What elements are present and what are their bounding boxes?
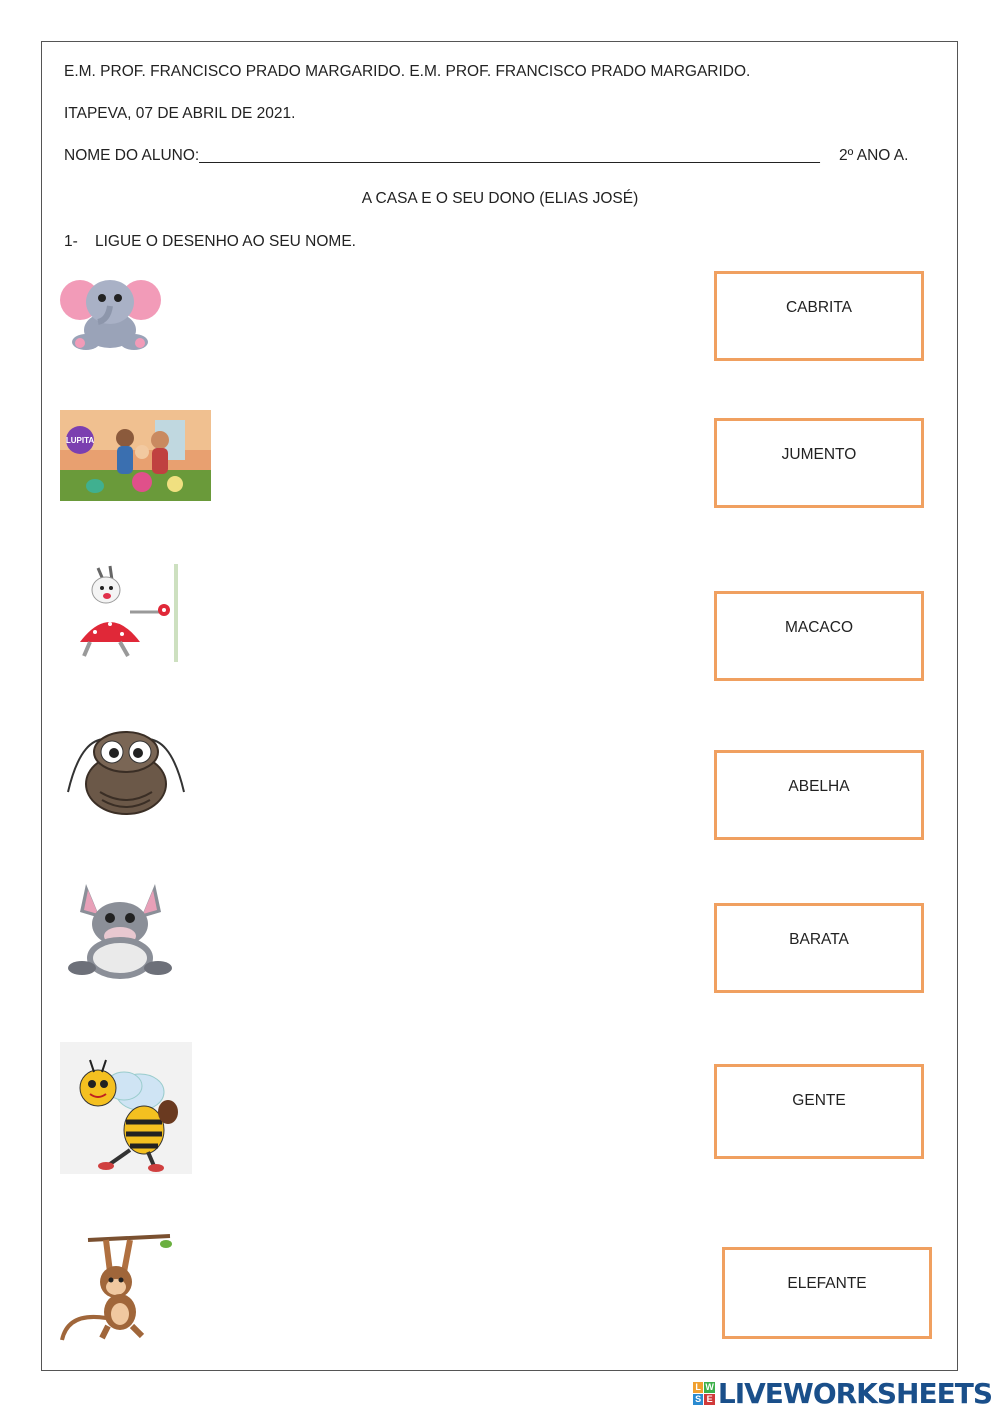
question-text: LIGUE O DESENHO AO SEU NOME. xyxy=(95,233,356,250)
answer-box-barata[interactable]: BARATA xyxy=(714,903,924,993)
monkey-icon[interactable] xyxy=(58,1232,176,1344)
student-name-line: NOME DO ALUNO:________________________________________________________________________ xyxy=(64,147,820,164)
answer-box-gente[interactable]: GENTE xyxy=(714,1064,924,1159)
family-picture-icon[interactable] xyxy=(60,410,211,501)
elephant-icon[interactable] xyxy=(58,270,163,352)
answer-box-macaco[interactable]: MACACO xyxy=(714,591,924,681)
school-name: E.M. PROF. FRANCISCO PRADO MARGARIDO. E.M. PROF. FRANCISCO PRADO MARGARIDO. xyxy=(64,63,751,80)
cockroach-icon[interactable] xyxy=(62,722,190,817)
grade-label: 2º ANO A. xyxy=(839,147,909,164)
date-line: ITAPEVA, 07 DE ABRIL DE 2021. xyxy=(64,105,296,122)
answer-box-jumento[interactable]: JUMENTO xyxy=(714,418,924,508)
liveworksheets-mark-icon: L W S E xyxy=(693,1382,715,1404)
answer-box-cabrita[interactable]: CABRITA xyxy=(714,271,924,361)
goat-icon[interactable] xyxy=(60,562,185,664)
question-number: 1- xyxy=(64,233,78,250)
lupita-logo-text: LUPITA xyxy=(65,436,95,445)
story-title: A CASA E O SEU DONO (ELIAS JOSÉ) xyxy=(361,190,639,207)
liveworksheets-brand: LIVEWORKSHEETS xyxy=(717,1376,992,1410)
answer-box-abelha[interactable]: ABELHA xyxy=(714,750,924,840)
bee-icon[interactable] xyxy=(60,1042,192,1174)
donkey-icon[interactable] xyxy=(58,880,183,980)
liveworksheets-logo xyxy=(693,1376,992,1410)
answer-box-elefante[interactable]: ELEFANTE xyxy=(722,1247,932,1339)
